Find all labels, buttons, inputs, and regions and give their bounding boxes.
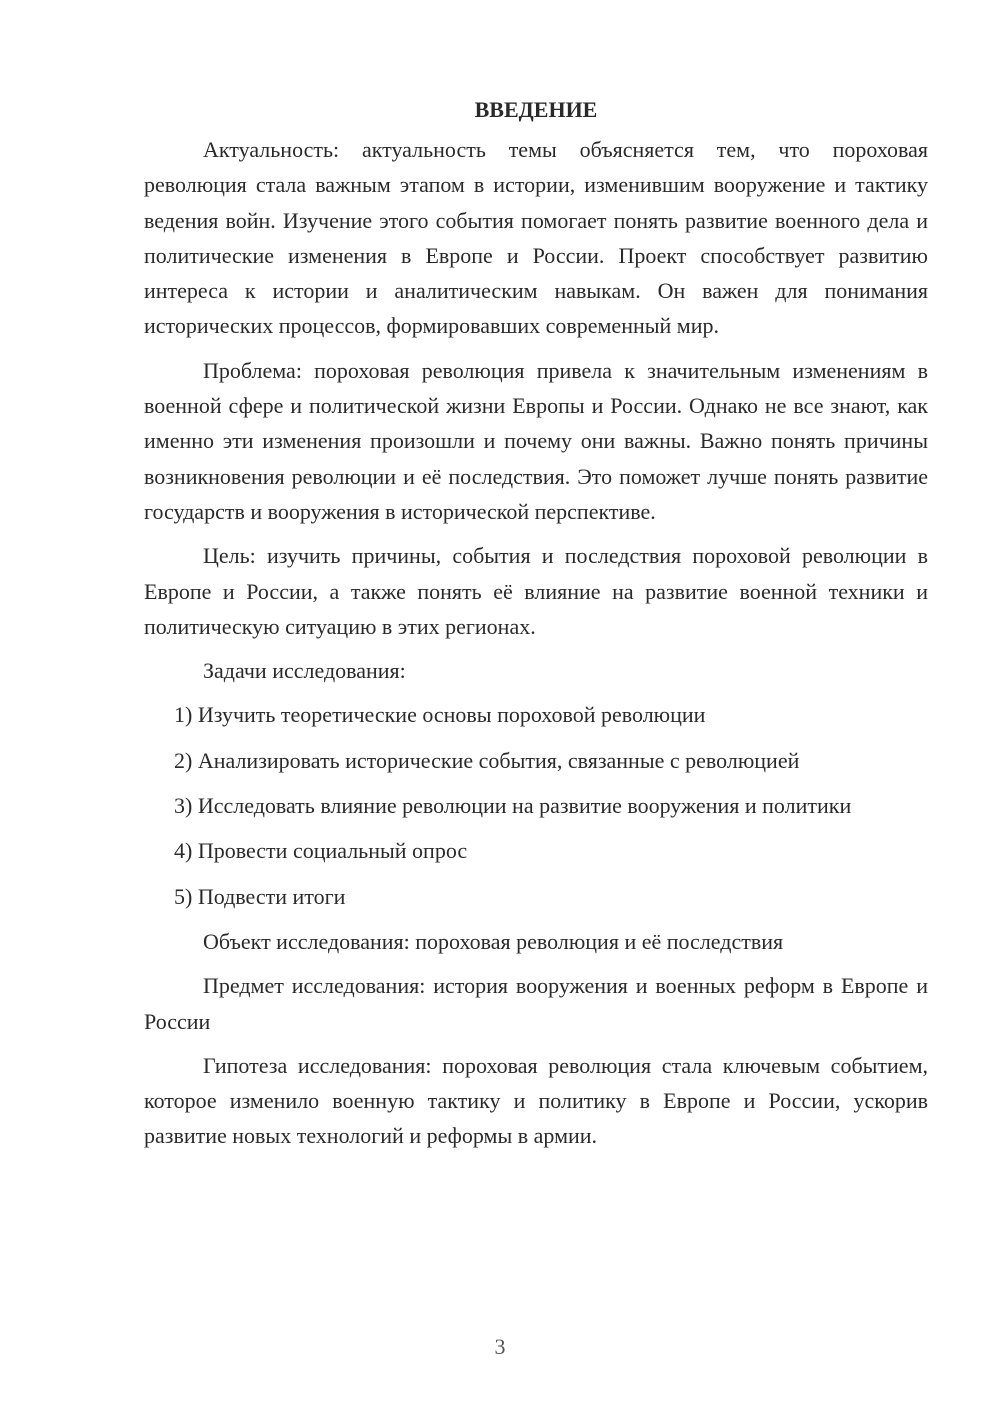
problem-paragraph: Проблема: пороховая революция привела к значительным изменениям в военной сфере и политической жизни Европы и России. Однако не все знают, как именно эти изменения произошли и почему они важны. Важно понять причины возникновения революции и её последствия. Это поможет лучше понять развитие государств и вооружения в исторической перспективе. [144,357,928,524]
task-item-4: 4) Провести социальный опрос [174,838,468,864]
goal-paragraph: Цель: изучить причины, события и последствия пороховой революции в Европе и России, а также понять её влияние на развитие военной техники и политическую ситуацию в этих регионах. [144,543,928,639]
task-item-1: 1) Изучить теоретические основы пороховой революции [174,702,706,728]
task-item-5: 5) Подвести итоги [174,883,346,909]
hypothesis-paragraph: Гипотеза исследования: пороховая революция стала ключевым событием, которое изменило военную тактику и политику в Европе и России, ускорив развитие новых технологий и реформы в армии. [144,1052,928,1149]
relevance-paragraph: Актуальность: актуальность темы объясняется тем, что пороховая революция стала важным этапом в истории, изменившим вооружение и тактику ведения войн. Изучение этого события помогает понять развитие военного дела и политические изменения в Европе и России. Проект способствует развитию интереса к истории и аналитическим навыкам. Он важен для понимания исторических процессов, формировавших современный мир. [144,137,928,339]
tasks-title: Задачи исследования: [203,658,406,684]
subject-paragraph: Предмет исследования: история вооружения и военных реформ в Европе и России [144,973,928,1034]
task-item-3: 3) Исследовать влияние революции на развитие вооружения и политики [174,793,852,819]
object-paragraph: Объект исследования: пороховая революция и её последствия [203,928,784,954]
section-heading: ВВЕДЕНИЕ [474,97,598,122]
page-number: 3 [494,1334,506,1359]
task-item-2: 2) Анализировать исторические события, связанные с революцией [174,747,800,773]
document-page [144,92,928,1163]
